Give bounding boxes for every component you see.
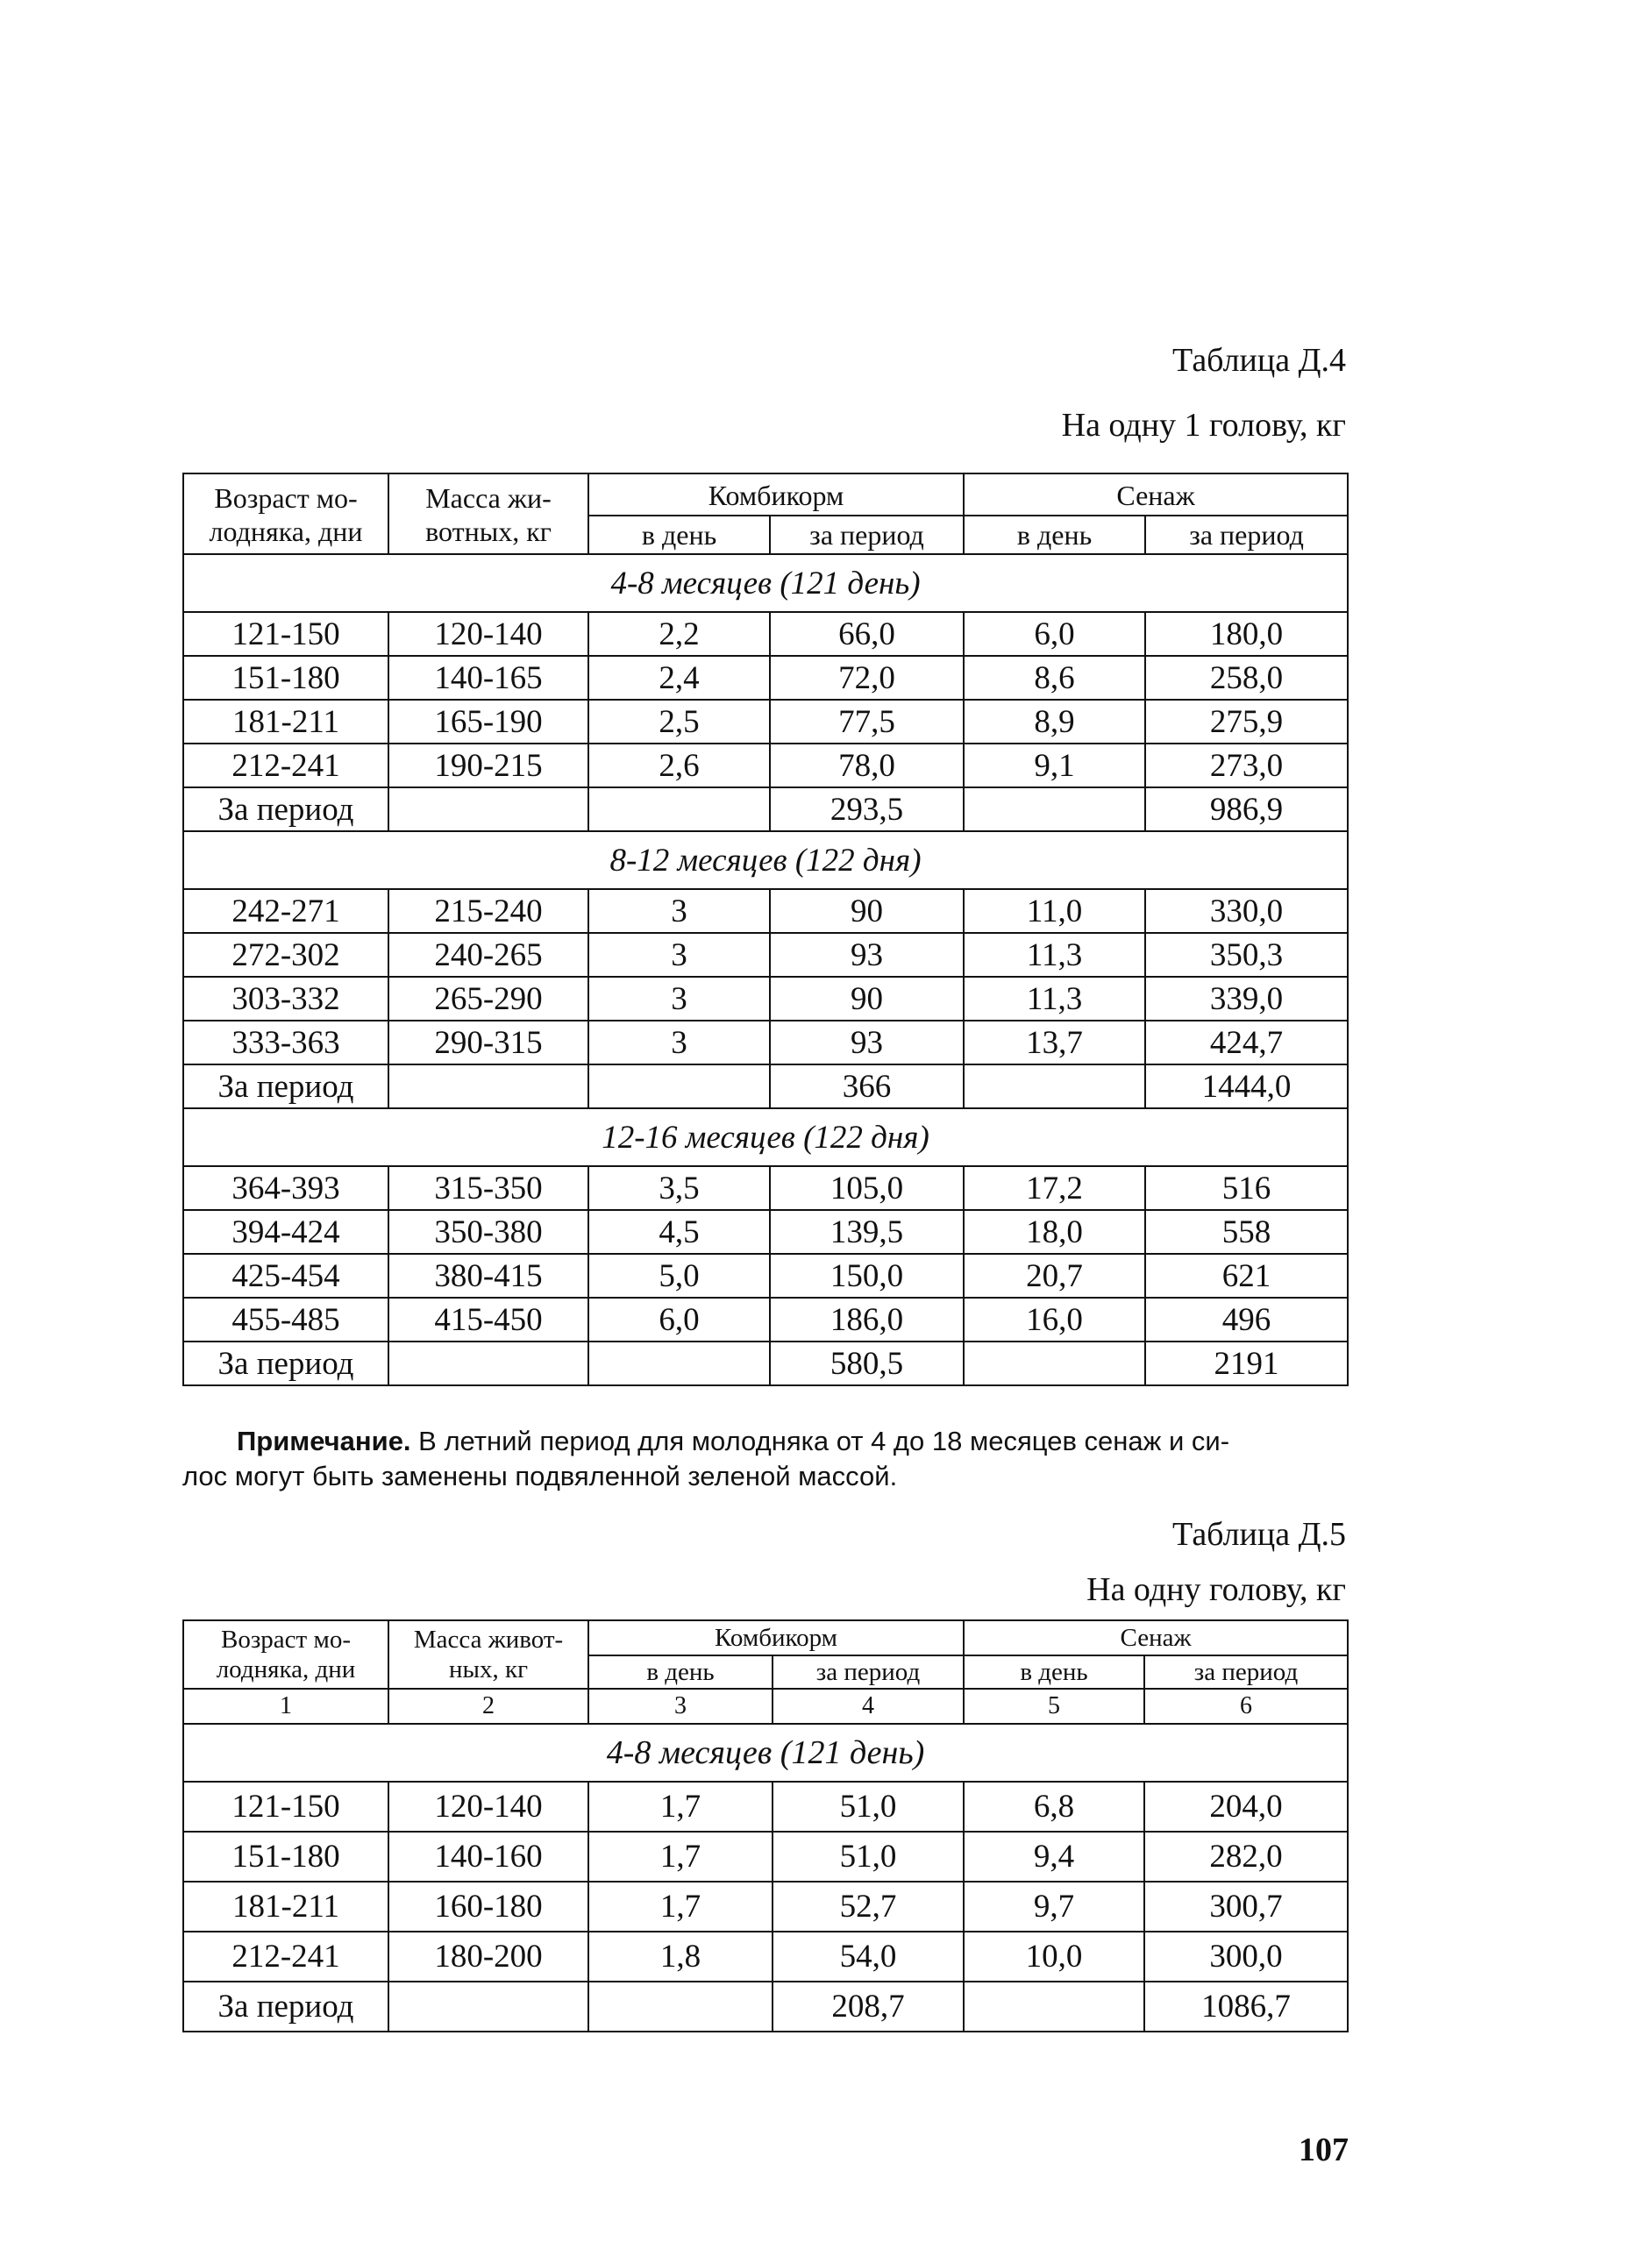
age-cell: 181-211 (183, 700, 388, 744)
senazh-per-period-cell: 496 (1145, 1298, 1348, 1342)
age-cell: 333-363 (183, 1021, 388, 1064)
table-d4-unit-note: На одну 1 голову, кг (1061, 407, 1346, 444)
kombikorm-per-period-cell: 77,5 (770, 700, 964, 744)
header-senazh-per-day: в день (964, 1655, 1144, 1689)
period-total-row (183, 787, 1348, 831)
kombikorm-per-day-cell: 2,5 (588, 700, 770, 744)
header-mass: Масса живот- ных, кг (388, 1620, 588, 1689)
table-d4 (182, 473, 1349, 1386)
mass-cell: 290-315 (388, 1021, 588, 1064)
column-number: 1 (183, 1689, 388, 1724)
senazh-per-period-cell: 350,3 (1145, 933, 1348, 977)
senazh-per-period-cell: 330,0 (1145, 889, 1348, 933)
senazh-per-period-cell: 2191 (1145, 1342, 1348, 1385)
kombikorm-per-day-cell: 3 (588, 889, 770, 933)
senazh-per-period-cell: 339,0 (1145, 977, 1348, 1021)
senazh-per-day-cell (964, 1982, 1144, 2032)
kombikorm-per-day-cell: 5,0 (588, 1254, 770, 1298)
kombikorm-per-day-cell: 4,5 (588, 1210, 770, 1254)
header-age: Возраст мо- лодняка, дни (183, 473, 388, 554)
mass-cell: 415-450 (388, 1298, 588, 1342)
age-cell: 181-211 (183, 1882, 388, 1932)
kombikorm-per-day-cell: 2,4 (588, 656, 770, 700)
kombikorm-per-day-cell: 3 (588, 933, 770, 977)
mass-cell: 190-215 (388, 744, 588, 787)
age-cell: За период (183, 1342, 388, 1385)
table-body (183, 1724, 1348, 2032)
kombikorm-per-day-cell: 1,8 (588, 1932, 773, 1982)
age-cell: 303-332 (183, 977, 388, 1021)
senazh-per-day-cell: 9,1 (964, 744, 1145, 787)
kombikorm-per-day-cell: 3 (588, 1021, 770, 1064)
age-cell: 121-150 (183, 612, 388, 656)
table-row (183, 1298, 1348, 1342)
kombikorm-per-period-cell: 366 (770, 1064, 964, 1108)
table-d5-caption: Таблица Д.5 (1172, 1516, 1346, 1553)
senazh-per-day-cell: 6,0 (964, 612, 1145, 656)
senazh-per-period-cell: 282,0 (1144, 1832, 1348, 1882)
kombikorm-per-period-cell: 186,0 (770, 1298, 964, 1342)
table-row (183, 612, 1348, 656)
mass-cell: 350-380 (388, 1210, 588, 1254)
senazh-per-day-cell: 20,7 (964, 1254, 1145, 1298)
mass-cell (388, 787, 588, 831)
table-header-row (183, 473, 1348, 516)
table-header-row (183, 1620, 1348, 1655)
mass-cell: 120-140 (388, 1782, 588, 1832)
kombikorm-per-period-cell: 105,0 (770, 1166, 964, 1210)
senazh-per-period-cell: 1444,0 (1145, 1064, 1348, 1108)
table-d5-unit-note: На одну голову, кг (1086, 1571, 1346, 1608)
table-body (183, 554, 1348, 1385)
header-age: Возраст мо- лодняка, дни (183, 1620, 388, 1689)
header-senazh: Сенаж (964, 473, 1348, 516)
senazh-per-day-cell (964, 787, 1145, 831)
kombikorm-per-day-cell (588, 1982, 773, 2032)
column-number: 6 (1144, 1689, 1348, 1724)
table-d5 (182, 1619, 1349, 2032)
header-kombikorm: Комбикорм (588, 473, 964, 516)
age-cell: 394-424 (183, 1210, 388, 1254)
kombikorm-per-period-cell: 54,0 (773, 1932, 964, 1982)
kombikorm-per-period-cell: 51,0 (773, 1782, 964, 1832)
table-row (183, 700, 1348, 744)
senazh-per-day-cell: 17,2 (964, 1166, 1145, 1210)
senazh-per-period-cell: 275,9 (1145, 700, 1348, 744)
kombikorm-per-period-cell: 93 (770, 933, 964, 977)
kombikorm-per-day-cell: 2,6 (588, 744, 770, 787)
age-cell: За период (183, 1064, 388, 1108)
table-row (183, 656, 1348, 700)
senazh-per-period-cell: 300,0 (1144, 1932, 1348, 1982)
table-row (183, 1882, 1348, 1932)
age-cell: За период (183, 1982, 388, 2032)
table-row (183, 1210, 1348, 1254)
senazh-per-day-cell: 11,3 (964, 933, 1145, 977)
senazh-per-period-cell: 558 (1145, 1210, 1348, 1254)
table-d4-caption: Таблица Д.4 (1172, 342, 1346, 379)
kombikorm-per-day-cell: 1,7 (588, 1882, 773, 1932)
table-row (183, 744, 1348, 787)
note-text: В летний период для молодняка от 4 до 18 месяцев сенаж и си- (410, 1426, 1230, 1456)
table-row (183, 1166, 1348, 1210)
mass-cell: 120-140 (388, 612, 588, 656)
senazh-per-day-cell: 11,3 (964, 977, 1145, 1021)
table-row (183, 889, 1348, 933)
kombikorm-per-period-cell: 90 (770, 889, 964, 933)
age-cell: 272-302 (183, 933, 388, 977)
senazh-per-period-cell: 621 (1145, 1254, 1348, 1298)
age-cell: За период (183, 787, 388, 831)
kombikorm-per-day-cell (588, 1342, 770, 1385)
period-total-row (183, 1982, 1348, 2032)
senazh-per-day-cell: 9,4 (964, 1832, 1144, 1882)
age-cell: 151-180 (183, 656, 388, 700)
kombikorm-per-day-cell (588, 787, 770, 831)
kombikorm-per-day-cell: 2,2 (588, 612, 770, 656)
mass-cell: 140-160 (388, 1832, 588, 1882)
kombikorm-per-day-cell (588, 1064, 770, 1108)
column-number: 4 (773, 1689, 964, 1724)
kombikorm-per-period-cell: 580,5 (770, 1342, 964, 1385)
kombikorm-per-day-cell: 1,7 (588, 1782, 773, 1832)
age-cell: 212-241 (183, 744, 388, 787)
kombikorm-per-period-cell: 51,0 (773, 1832, 964, 1882)
section-title: 4-8 месяцев (121 день) (183, 554, 1348, 612)
header-senazh-per-period: за период (1144, 1655, 1348, 1689)
section-header-row (183, 1108, 1348, 1166)
section-title: 8-12 месяцев (122 дня) (183, 831, 1348, 889)
senazh-per-period-cell: 273,0 (1145, 744, 1348, 787)
header-kombikorm-per-day: в день (588, 1655, 773, 1689)
age-cell: 242-271 (183, 889, 388, 933)
section-title: 12-16 месяцев (122 дня) (183, 1108, 1348, 1166)
senazh-per-day-cell: 16,0 (964, 1298, 1145, 1342)
header-kombikorm: Комбикорм (588, 1620, 964, 1655)
header-kombikorm-per-period: за период (770, 516, 964, 554)
table-row (183, 1254, 1348, 1298)
mass-cell: 165-190 (388, 700, 588, 744)
mass-cell: 160-180 (388, 1882, 588, 1932)
age-cell: 455-485 (183, 1298, 388, 1342)
age-cell: 151-180 (183, 1832, 388, 1882)
header-mass: Масса жи- вотных, кг (388, 473, 588, 554)
mass-cell: 180-200 (388, 1932, 588, 1982)
table-row (183, 1832, 1348, 1882)
mass-cell: 315-350 (388, 1166, 588, 1210)
kombikorm-per-period-cell: 52,7 (773, 1882, 964, 1932)
header-senazh-per-day: в день (964, 516, 1145, 554)
column-number: 3 (588, 1689, 773, 1724)
note-continuation: лос могут быть заменены подвяленной зеленой массой. (182, 1461, 898, 1491)
senazh-per-day-cell: 8,9 (964, 700, 1145, 744)
mass-cell: 215-240 (388, 889, 588, 933)
mass-cell: 140-165 (388, 656, 588, 700)
senazh-per-period-cell: 424,7 (1145, 1021, 1348, 1064)
kombikorm-per-day-cell: 1,7 (588, 1832, 773, 1882)
senazh-per-period-cell: 300,7 (1144, 1882, 1348, 1932)
senazh-per-day-cell: 18,0 (964, 1210, 1145, 1254)
header-senazh: Сенаж (964, 1620, 1348, 1655)
kombikorm-per-period-cell: 150,0 (770, 1254, 964, 1298)
senazh-per-period-cell: 986,9 (1145, 787, 1348, 831)
senazh-per-day-cell: 8,6 (964, 656, 1145, 700)
kombikorm-per-day-cell: 6,0 (588, 1298, 770, 1342)
header-senazh-per-period: за период (1145, 516, 1348, 554)
section-header-row (183, 554, 1348, 612)
senazh-per-day-cell: 9,7 (964, 1882, 1144, 1932)
kombikorm-per-period-cell: 78,0 (770, 744, 964, 787)
note-label: Примечание. (237, 1426, 411, 1456)
page-number: 107 (1299, 2132, 1349, 2168)
kombikorm-per-period-cell: 66,0 (770, 612, 964, 656)
kombikorm-per-period-cell: 139,5 (770, 1210, 964, 1254)
table-row (183, 933, 1348, 977)
mass-cell (388, 1982, 588, 2032)
mass-cell: 265-290 (388, 977, 588, 1021)
kombikorm-per-day-cell: 3,5 (588, 1166, 770, 1210)
table-row (183, 1932, 1348, 1982)
kombikorm-per-period-cell: 72,0 (770, 656, 964, 700)
senazh-per-period-cell: 258,0 (1145, 656, 1348, 700)
senazh-per-period-cell: 1086,7 (1144, 1982, 1348, 2032)
table-row (183, 1021, 1348, 1064)
age-cell: 121-150 (183, 1782, 388, 1832)
section-header-row (183, 831, 1348, 889)
age-cell: 425-454 (183, 1254, 388, 1298)
kombikorm-per-period-cell: 208,7 (773, 1982, 964, 2032)
senazh-per-day-cell: 11,0 (964, 889, 1145, 933)
age-cell: 212-241 (183, 1932, 388, 1982)
mass-cell: 240-265 (388, 933, 588, 977)
table-row (183, 977, 1348, 1021)
table-d4-footnote (237, 1422, 1347, 1461)
column-number-row (183, 1689, 1348, 1724)
age-cell: 364-393 (183, 1166, 388, 1210)
period-total-row (183, 1342, 1348, 1385)
header-kombikorm-per-period: за период (773, 1655, 964, 1689)
senazh-per-day-cell (964, 1342, 1145, 1385)
kombikorm-per-period-cell: 293,5 (770, 787, 964, 831)
section-header-row (183, 1724, 1348, 1782)
mass-cell: 380-415 (388, 1254, 588, 1298)
senazh-per-day-cell: 13,7 (964, 1021, 1145, 1064)
column-number: 5 (964, 1689, 1144, 1724)
senazh-per-period-cell: 180,0 (1145, 612, 1348, 656)
senazh-per-day-cell: 10,0 (964, 1932, 1144, 1982)
mass-cell (388, 1064, 588, 1108)
kombikorm-per-period-cell: 90 (770, 977, 964, 1021)
header-kombikorm-per-day: в день (588, 516, 770, 554)
period-total-row (183, 1064, 1348, 1108)
section-title: 4-8 месяцев (121 день) (183, 1724, 1348, 1782)
mass-cell (388, 1342, 588, 1385)
senazh-per-period-cell: 204,0 (1144, 1782, 1348, 1832)
table-row (183, 1782, 1348, 1832)
senazh-per-day-cell: 6,8 (964, 1782, 1144, 1832)
column-number: 2 (388, 1689, 588, 1724)
kombikorm-per-period-cell: 93 (770, 1021, 964, 1064)
senazh-per-day-cell (964, 1064, 1145, 1108)
senazh-per-period-cell: 516 (1145, 1166, 1348, 1210)
kombikorm-per-day-cell: 3 (588, 977, 770, 1021)
